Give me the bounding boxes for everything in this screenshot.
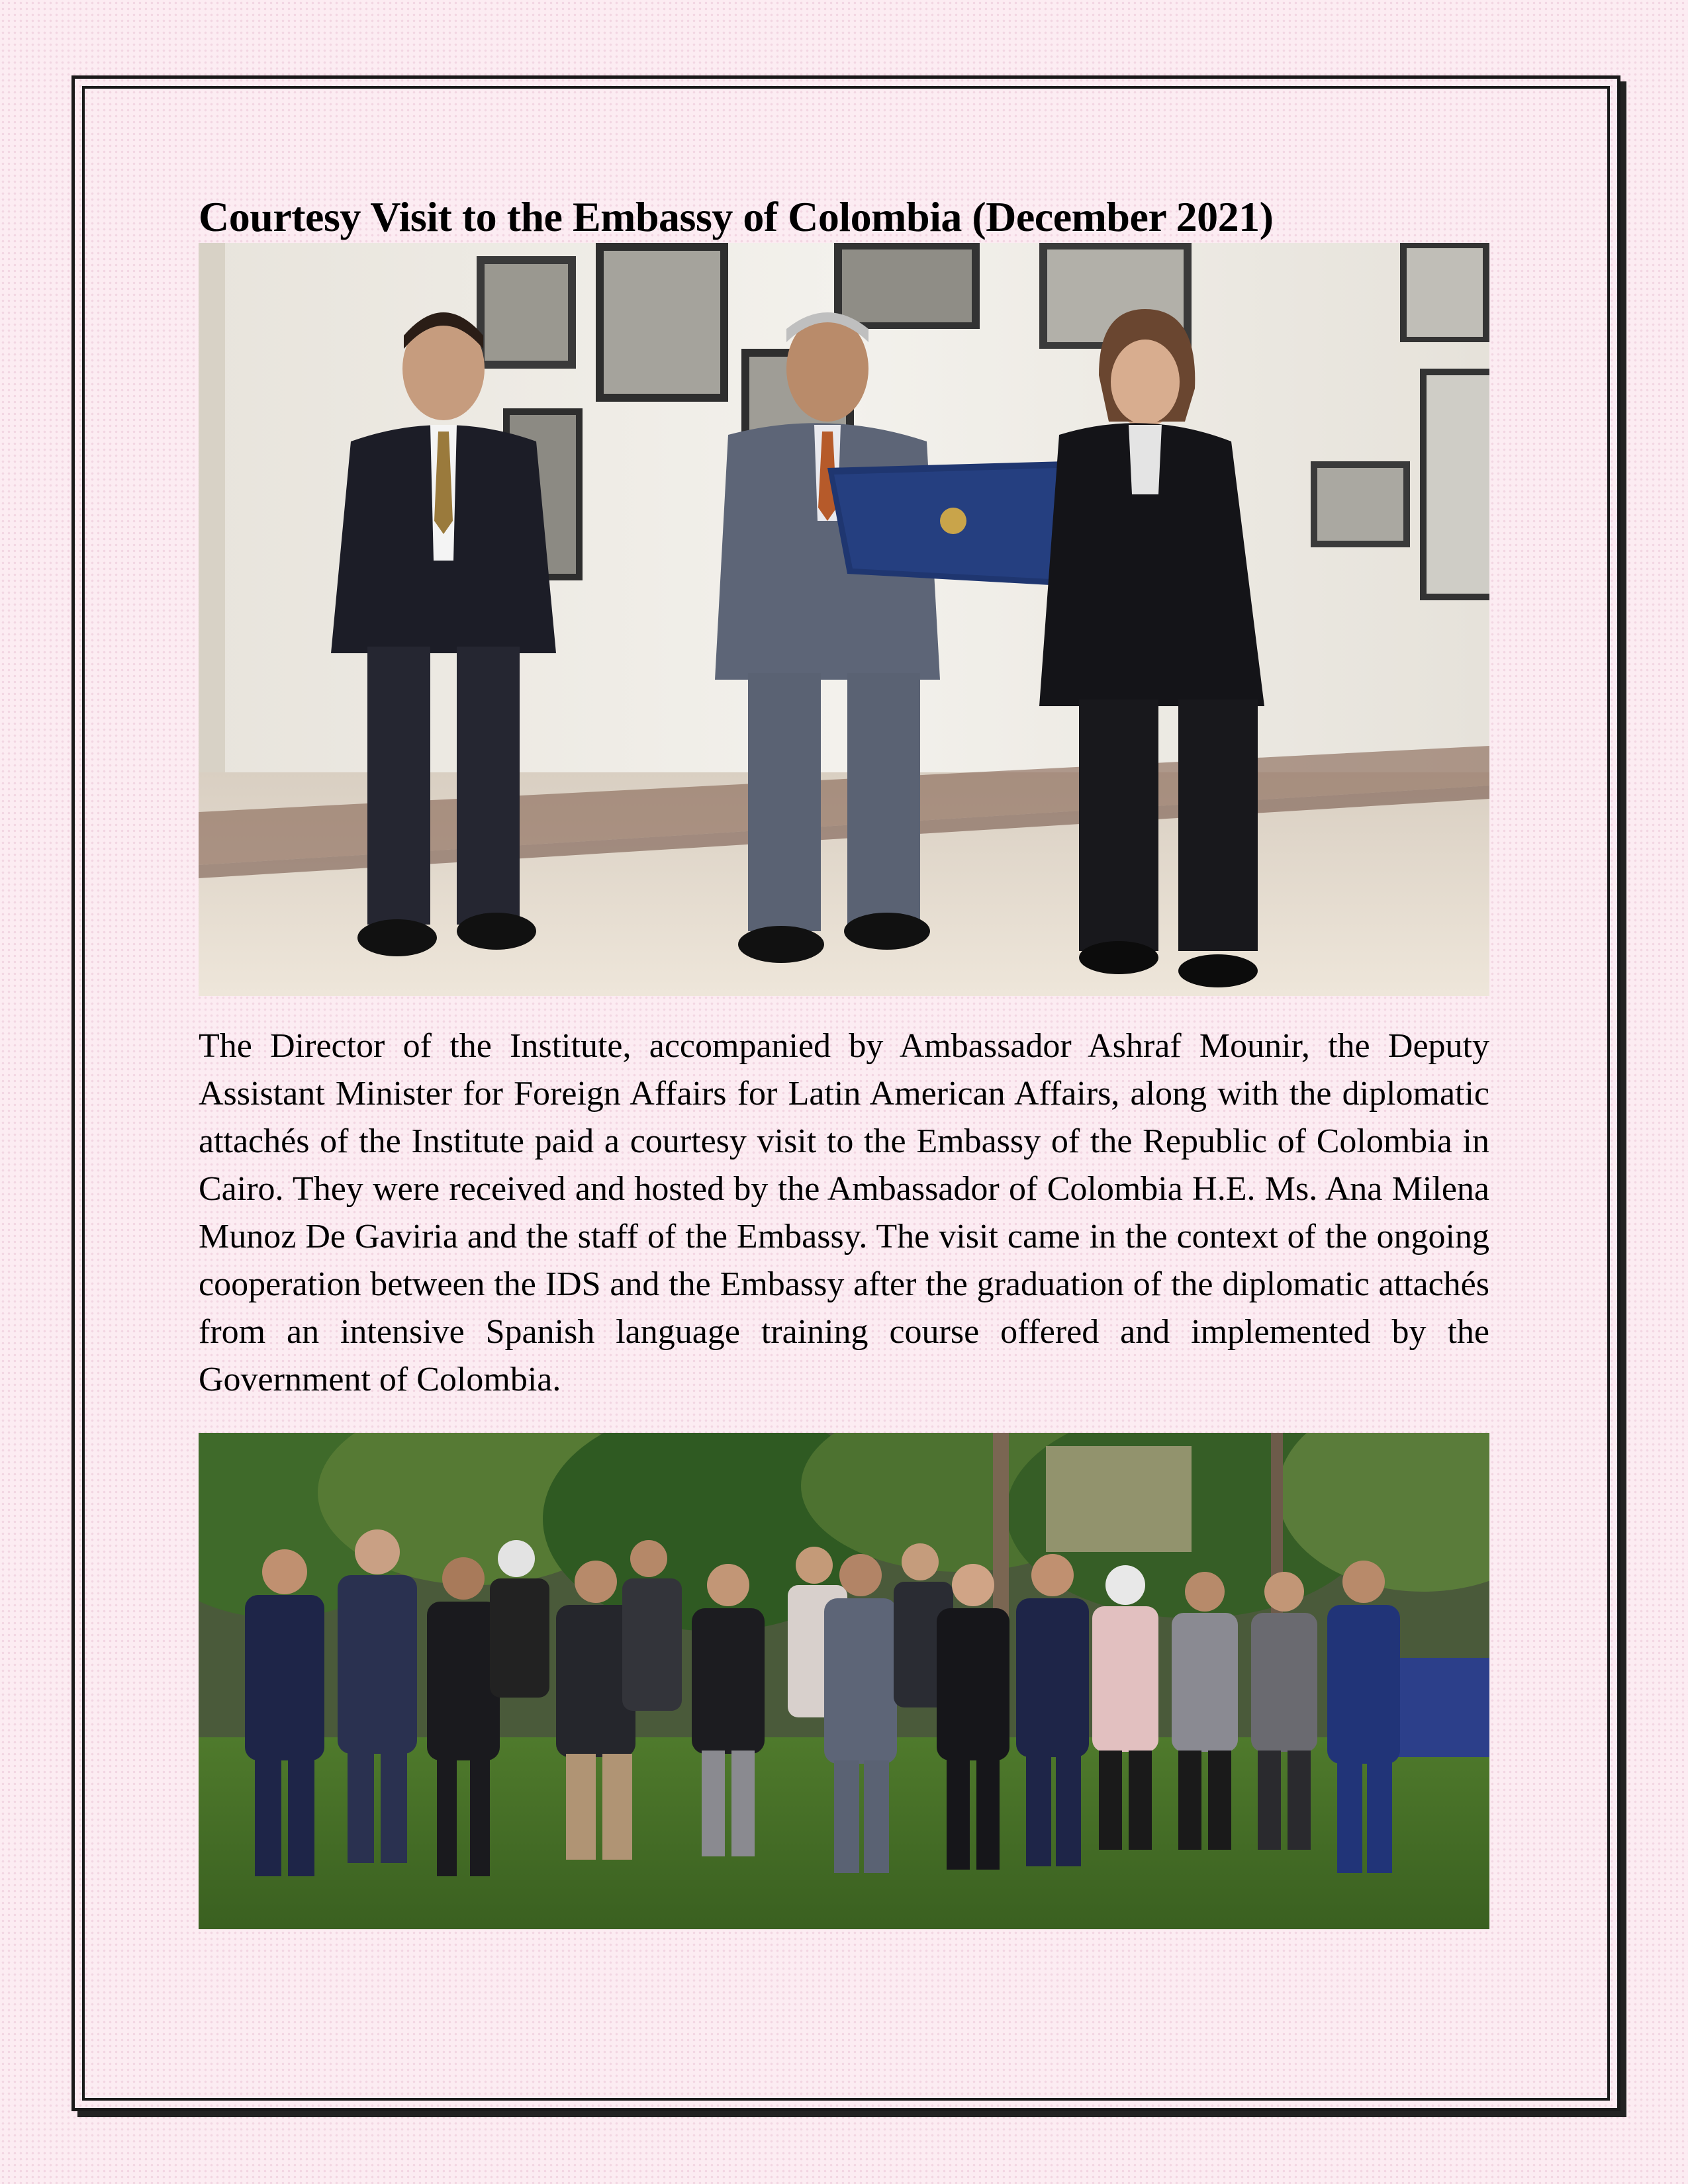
photo-presentation-illustration <box>199 243 1489 996</box>
page-title: Courtesy Visit to the Embassy of Colombia (December 2021) <box>199 193 1274 240</box>
photo-group-illustration <box>199 1433 1489 1929</box>
photo-presentation <box>199 243 1489 996</box>
article-paragraph: The Director of the Institute, accompanied by Ambassador Ashraf Mounir, the Deputy Assistant Minister for Foreign Affairs for Latin American Affairs, along with the diplomatic attachés of the Institute paid a courtesy visit to the Embassy of the Republic of Colombia in Cairo. They were received and hosted by the Ambassador of Colombia H.E. Ms. Ana Milena Munoz De Gaviria and the staff of the Embassy. The visit came in the context of the ongoing cooperation between the IDS and the Embassy after the graduation of the diplomatic attachés from an intensive Spanish language training course offered and implemented by the Government of Colombia. <box>199 1026 1489 1398</box>
page-content <box>199 192 1489 1929</box>
photo-group <box>199 1433 1489 1929</box>
